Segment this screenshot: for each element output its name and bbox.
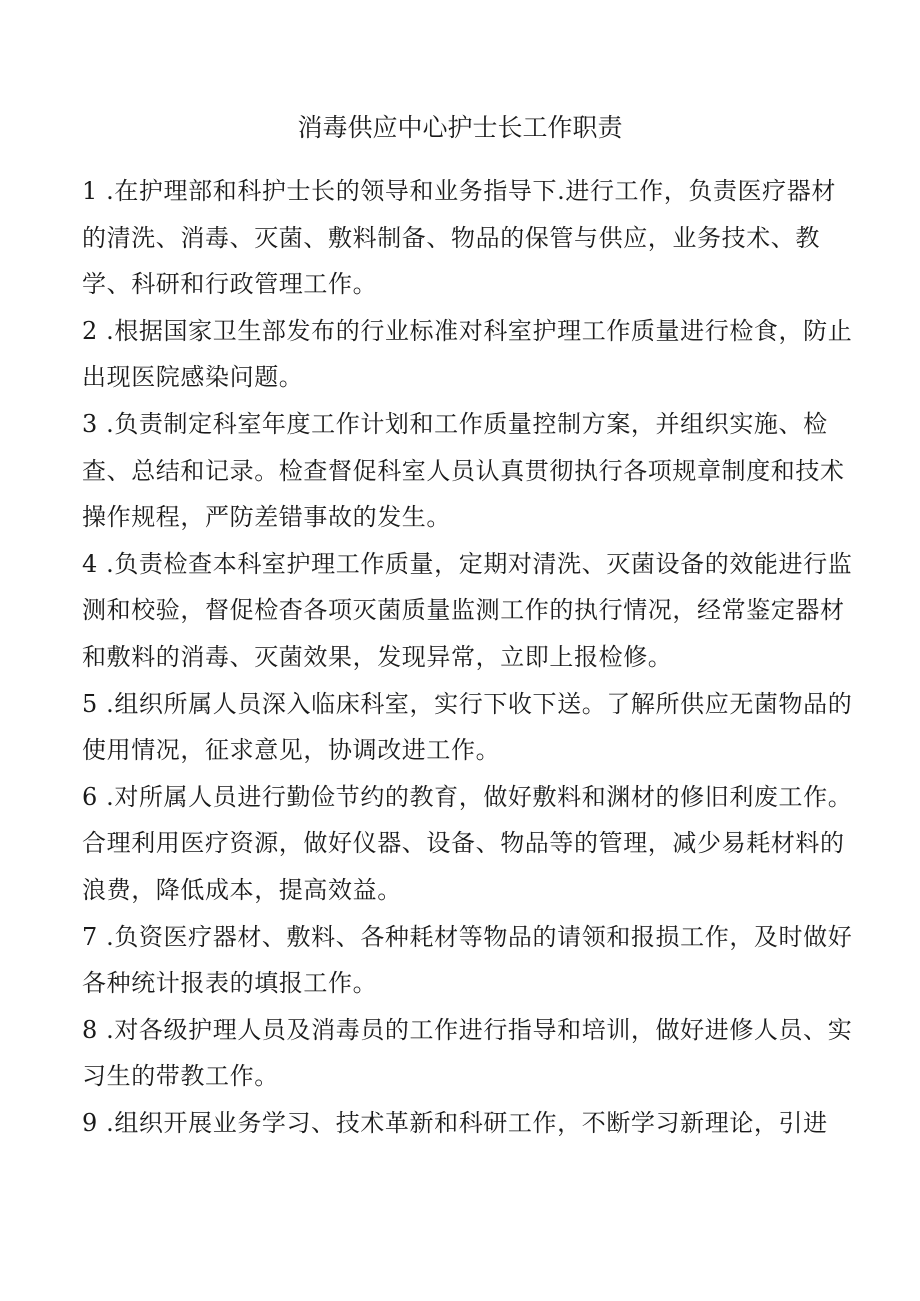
duty-item-1: 1 .在护理部和科护士长的领导和业务指导下.进行工作，负责医疗器材的清洗、消毒、灭菌、敷料制备、物品的保管与供应，业务技术、教学、科研和行政管理工作。 [82, 177, 836, 299]
duty-item-8: 8 .对各级护理人员及消毒员的工作进行指导和培训，做好进修人员、实习生的带教工作。 [82, 1015, 853, 1091]
duty-item-2: 2 .根据国家卫生部发布的行业标准对科室护理工作质量进行检食，防止出现医院感染问题。 [82, 316, 853, 392]
duty-item-9: 9 .组织开展业务学习、技术革新和科研工作，不断学习新理论，引进 [82, 1108, 828, 1137]
duty-item-5: 5 .组织所属人员深入临床科室，实行下收下送。了解所供应无菌物品的使用情况，征求意见，协调改进工作。 [82, 689, 853, 765]
document-body [82, 168, 854, 1146]
duty-item-3: 3 .负责制定科室年度工作计划和工作质量控制方案，并组织实施、检查、总结和记录。检查督促科室人员认真贯彻执行各项规章制度和技术操作规程，严防差错事故的发生。 [82, 409, 845, 532]
document-title: 消毒供应中心护士长工作职责 [297, 113, 623, 142]
duty-item-4: 4 .负责检查本科室护理工作质量，定期对清洗、灭菌设备的效能进行监测和校验，督促检杳各项灭菌质量监测工作的执行情况，经常鉴定器材和敷料的消毒、灭菌效果，发现异常，立即上报检修。 [82, 549, 853, 671]
duty-item-7: 7 .负资医疗器材、敷料、各种耗材等物品的请领和报损工作，及时做好各种统计报表的填报工作。 [82, 922, 853, 998]
duty-item-6: 6 .对所属人员进行勤俭节约的教育，做好敷料和渊材的修旧利废工作。合理利用医疗资源，做好仪器、设备、物品等的管理，减少易耗材料的浪费，降低成本，提高效益。 [82, 782, 853, 904]
